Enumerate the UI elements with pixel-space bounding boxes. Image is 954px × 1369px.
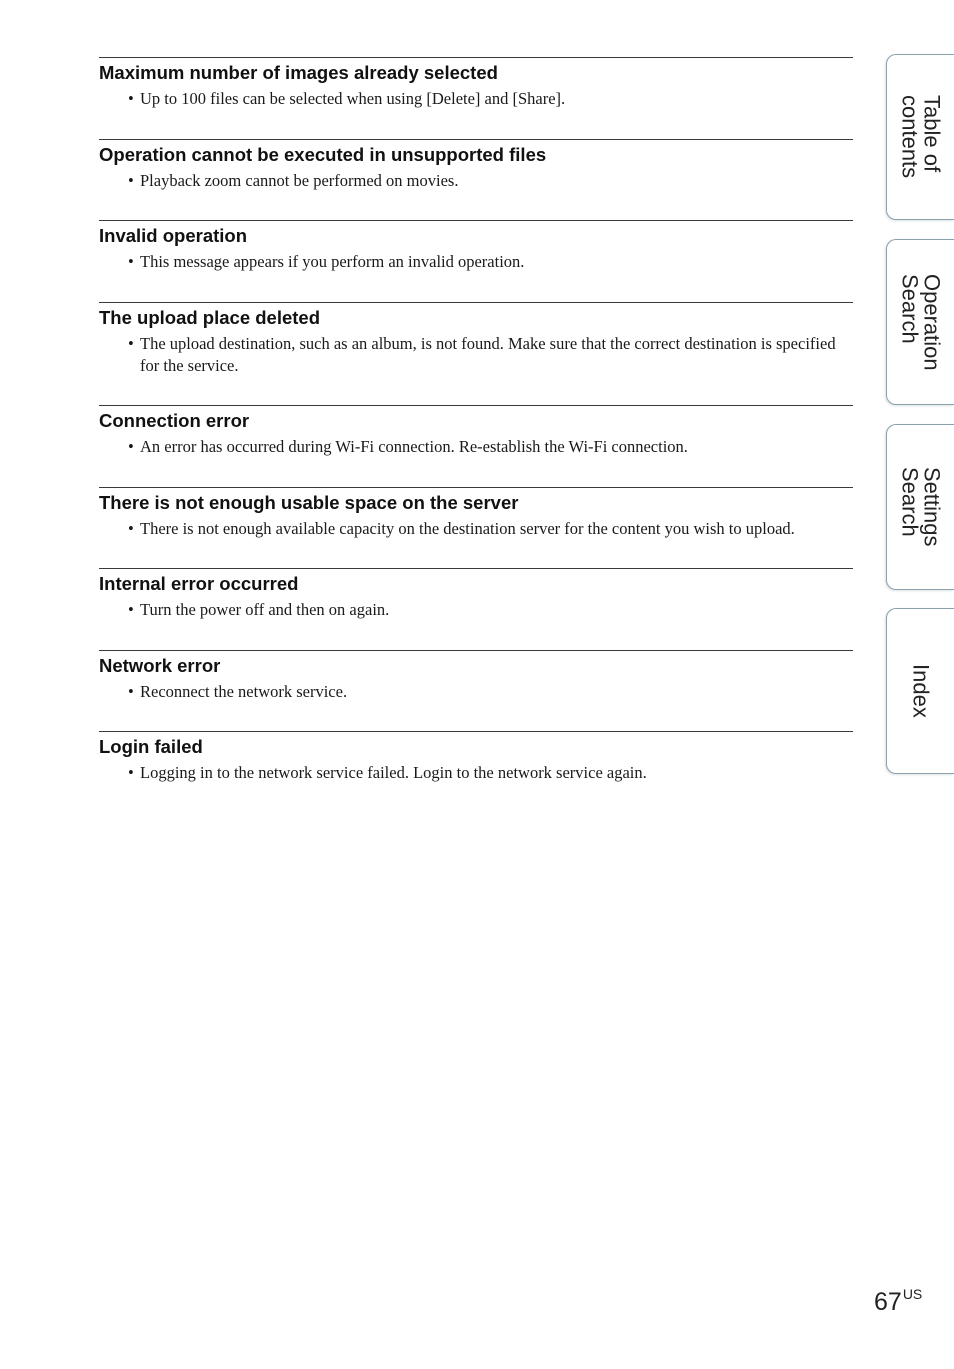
tab-label: Operation Search bbox=[897, 273, 945, 371]
message-section bbox=[99, 568, 853, 650]
section-title: Connection error bbox=[99, 410, 250, 431]
message-section bbox=[99, 57, 853, 139]
message-section bbox=[99, 302, 853, 405]
bullet-item: • An error has occurred during Wi-Fi connection. Re-establish the Wi-Fi connection. bbox=[99, 436, 853, 458]
bullet-list bbox=[99, 170, 853, 192]
bullet-item: • The upload destination, such as an album, is not found. Make sure that the correct destination is specified for the service. bbox=[99, 333, 853, 377]
bullet-item: • Logging in to the network service failed. Login to the network service again. bbox=[99, 762, 853, 784]
message-section bbox=[99, 650, 853, 731]
bullet-list bbox=[99, 251, 853, 273]
page-number-suffix: US bbox=[902, 1286, 923, 1302]
message-section bbox=[99, 731, 853, 801]
page-number-value: 67 bbox=[874, 1288, 902, 1316]
bullet-item: • Turn the power off and then on again. bbox=[99, 599, 853, 621]
tab-index[interactable] bbox=[886, 608, 954, 774]
bullet-item: • Reconnect the network service. bbox=[99, 681, 853, 703]
bullet-list bbox=[99, 436, 853, 458]
bullet-list bbox=[99, 762, 853, 784]
section-title: Maximum number of images already selected bbox=[99, 62, 498, 83]
section-title: Internal error occurred bbox=[99, 573, 299, 594]
tab-label: Table of contents bbox=[897, 95, 945, 179]
page-number bbox=[874, 1286, 922, 1317]
section-title: The upload place deleted bbox=[99, 307, 321, 328]
message-section bbox=[99, 405, 853, 487]
bullet-list bbox=[99, 88, 853, 110]
bullet-item: • Playback zoom cannot be performed on movies. bbox=[99, 170, 853, 192]
bullet-list bbox=[99, 518, 853, 540]
bullet-list bbox=[99, 681, 853, 703]
tab-table-of-contents[interactable] bbox=[886, 54, 954, 220]
tab-settings-search[interactable] bbox=[886, 424, 954, 590]
message-section bbox=[99, 220, 853, 302]
bullet-list bbox=[99, 599, 853, 621]
bullet-item: • There is not enough available capacity on the destination server for the content you wish to upload. bbox=[99, 518, 853, 540]
sidebar-nav bbox=[886, 54, 954, 776]
tab-operation-search[interactable] bbox=[886, 239, 954, 405]
section-title: Network error bbox=[99, 655, 221, 676]
tab-label: Index bbox=[908, 664, 934, 718]
message-section bbox=[99, 139, 853, 220]
section-title: Login failed bbox=[99, 736, 203, 757]
message-section bbox=[99, 487, 853, 568]
bullet-item: • Up to 100 files can be selected when using [Delete] and [Share]. bbox=[99, 88, 853, 110]
tab-label: Settings Search bbox=[897, 467, 945, 547]
bullet-list bbox=[99, 333, 853, 377]
section-title: There is not enough usable space on the server bbox=[99, 492, 519, 513]
section-title: Invalid operation bbox=[99, 225, 248, 246]
section-title: Operation cannot be executed in unsupported files bbox=[99, 144, 547, 165]
message-list bbox=[99, 57, 853, 801]
bullet-item: • This message appears if you perform an invalid operation. bbox=[99, 251, 853, 273]
